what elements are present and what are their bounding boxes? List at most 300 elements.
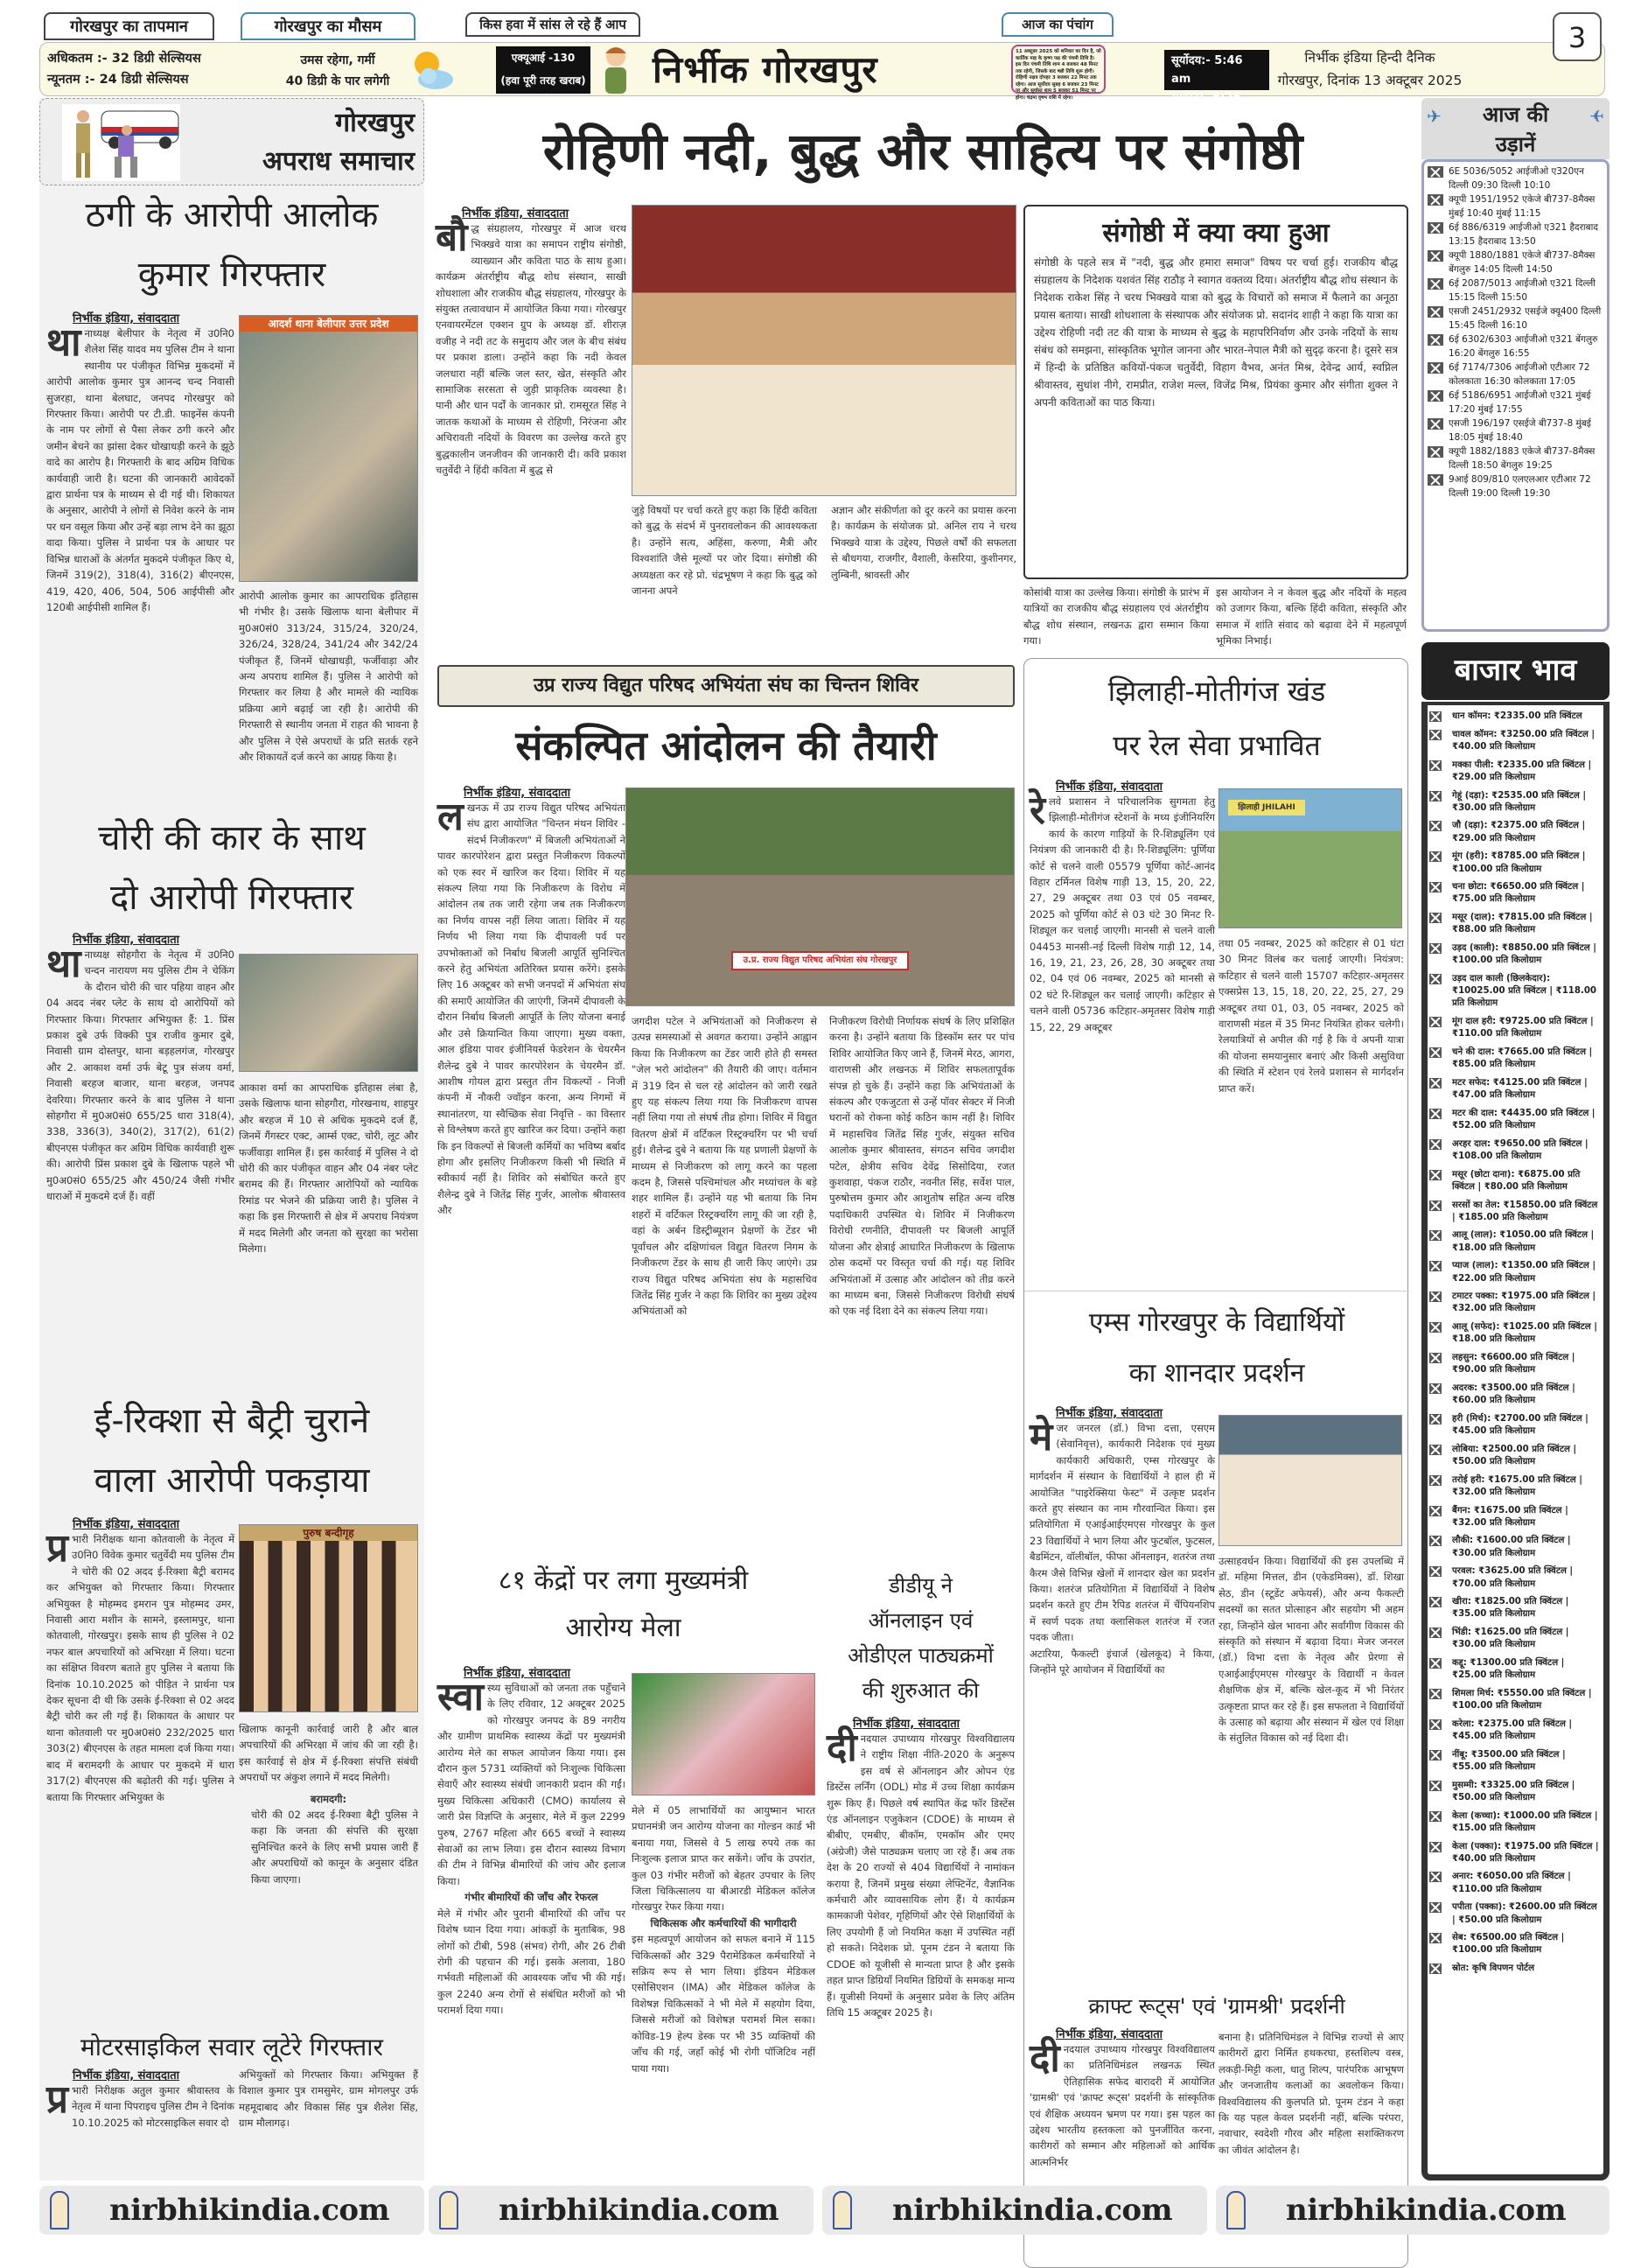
right-stories-box xyxy=(1023,658,1408,2268)
flight-text: 6ई 6302/6303 आईजीओ ए321 बेंगलुरु 16:20 बेंगलुरु 16:55 xyxy=(1449,334,1598,359)
flight-text: 6ई 7174/7306 आईजीओ एटीआर 72 कोलकाता 16:30 कोलकाता 17:05 xyxy=(1449,362,1590,387)
aiims-dropcap: मे xyxy=(1030,1415,1053,1460)
flight-bullet-icon xyxy=(1428,222,1443,234)
health-byline: निर्भीक इंडिया, संवाददाता xyxy=(464,1667,571,1680)
market-rate-item xyxy=(1429,1291,1600,1315)
flight-text: 6ई 886/6319 आईजीओ ए321 हैदराबाद 13:15 हैदराबाद 13:50 xyxy=(1449,222,1598,247)
flight-bullet-icon xyxy=(1428,362,1443,374)
power-body-col2: जगदीश पटेल ने अभियंताओं को निजीकरण से उत्पन्न समस्याओं से अवगत कराया। उन्होंने आह्वान किया कि निजीकरण का टेंडर जारी होते ही समस्त "जेल भरो आंदोलन" की तैयारी की जाए। वर्तमान में 319 दिन से चल रहे आंदोलन को जारी रखते हुए यह संकल्प लिया गया कि निजीकरण वापस नहीं लिया गया तो संघर्ष तीव्र होगा। शिविर में विद्युत वितरण क्षेत्रों में वर्टिकल रिस्ट्रक्चरिंग पर भी चर्चा हुई। शैलेन्द्र दुबे ने बताया कि यह प्रणाली प्रेक्षणों के माध्यम से निजीकरण को लागू करने का पहला कदम है, जिससे पश्चिमांचल और मध्यांचल के बड़े शहर शामिल हैं। उन्होंने यह भी बताया कि निम शहरों में वर्टिकल रिस्ट्रक्चरिंग लागू की जा रही है, वहां के अर्बन डिस्ट्रीब्यूशन प्रेक्षणों के टेंडर भी पूर्वांचल और दक्षिणांचल विद्युत वितरण निगम के निजीकरण टेंडर के साथ ही जारी किए जाएंगे। उप्र राज्य विद्युत परिषद अभियंता संघ के महासचिव जितेंद्र सिंह गुर्जर ने कहा कि शिविर का मुख्य उद्देश्य अभियंताओं को xyxy=(632,1015,817,1318)
flight-item xyxy=(1428,165,1602,192)
market-rates-header: बाजार भाव xyxy=(1421,642,1610,700)
craft-body-col2: बनाना है। प्रतिनिधिमंडल ने विभिन्न राज्यों से आए कारीगरों द्वारा निर्मित हथकरघा, हस्तशिल्प वस्त्र, लकड़ी-मिट्टी कला, धातु शिल्प, पारंपरिक आभूषण और जनजातीय कलाओं का अवलोकन किया। विश्वविद्यालय की कुलपति प्रो. पूनम टंडन ने कहा कि यह पहल केवल प्रदर्शनी नहीं, बल्कि परंपरा, नवाचार, स्वदेशी गौरव और महिला सशक्तिकरण का जीवंत आंदोलन है। xyxy=(1219,2031,1404,2156)
market-rate-text: आलू (सफेद): ₹1025.00 प्रति क्विंटल | ₹18.00 प्रति किलोग्राम xyxy=(1452,1322,1597,1345)
market-rate-text: केला (पक्का): ₹1975.00 प्रति क्विंटल | ₹40.00 प्रति किलोग्राम xyxy=(1452,1841,1599,1864)
flight-bullet-icon xyxy=(1428,166,1443,178)
main-news-area xyxy=(429,98,1417,2180)
market-rate-text: मटर की दाल: ₹4435.00 प्रति क्विंटल | ₹52.00 प्रति किलोग्राम xyxy=(1452,1108,1596,1130)
footer-banner xyxy=(429,2186,814,2235)
market-rate-text: अरहर दाल: ₹9650.00 प्रति क्विंटल | ₹108.00 प्रति किलोग्राम xyxy=(1452,1138,1589,1161)
crime-banner-line-2: अपराध समाचार xyxy=(262,146,415,177)
aiims-headline-line-1: एम्स गोरखपुर के विद्यार्थियों xyxy=(1088,1307,1345,1338)
rate-bullet-icon xyxy=(1429,791,1442,802)
flight-text: एसजी 2451/2932 एसईजे क्यू400 दिल्ली 15:45 दिल्ली 16:10 xyxy=(1449,306,1602,331)
flights-header xyxy=(1421,98,1610,159)
market-rate-text: पपीता (पक्का): ₹2600.00 प्रति क्विंटल | ₹50.00 प्रति किलोग्राम xyxy=(1452,1902,1597,1925)
jail-photo xyxy=(239,1524,418,1712)
seminar-body-col2: जुड़े विषयों पर चर्चा करते हुए कहा कि हिंदी कविता को बुद्ध के संदर्भ में पुनरावलोकन की आवश्यकता है। उन्होंने सत्य, अहिंसा, करुणा, मैत्री और विश्वशांति जैसे मूल्यों पर जोर दिया। संगोष्ठी की अध्यक्षता कर रहे प्रो. चंद्रभूषण ने कहा कि बुद्ध को जानना अपने xyxy=(632,504,817,598)
craft-headline: क्राफ्ट रूट्स' एवं 'ग्रामश्री' प्रदर्शनी xyxy=(1088,1994,1345,2019)
market-rate-text: शिमला मिर्च: ₹5550.00 प्रति क्विंटल | ₹100.00 प्रति किलोग्राम xyxy=(1452,1689,1592,1712)
aiims-headline-line-2: का शानदार प्रदर्शन xyxy=(1128,1358,1305,1389)
market-rate-item xyxy=(1429,760,1600,784)
flight-bullet-icon xyxy=(1428,418,1443,430)
press-logo-icon xyxy=(1226,2191,1246,2230)
story4-headline: मोटरसाइकिल सवार लूटेरे गिरफ्तार xyxy=(80,2033,383,2062)
market-rate-item xyxy=(1429,881,1600,906)
rail-headline-line-2: पर रेल सेवा प्रभावित xyxy=(1113,729,1321,762)
police-illustration-icon xyxy=(62,104,180,181)
rate-bullet-icon xyxy=(1429,1475,1442,1486)
health-headline-line-1: ८१ केंद्रों पर लगा मुख्यमंत्री xyxy=(498,1565,749,1596)
story3-headline-line-2: वाला आरोपी पकड़ाया xyxy=(94,1460,370,1501)
market-rate-item xyxy=(1429,1688,1600,1712)
seminar-extra-col1: कोसांबी यात्रा का उल्लेख किया। संगोष्ठी के प्रारंभ में यात्रियों का राजकीय बौद्ध संग्रहालय एवं अंतर्राष्ट्रीय बौद्ध शोध संस्थान, लखनऊ द्वारा सम्मान किया गया। xyxy=(1023,586,1209,648)
rate-bullet-icon xyxy=(1429,1536,1442,1546)
story3-headline-line-1: ई-रिक्शा से बैट्री चुराने xyxy=(94,1401,370,1441)
market-rate-text: जौ (दड़ा): ₹2375.00 प्रति क्विंटल | ₹29.00 प्रति किलोग्राम xyxy=(1452,821,1586,844)
market-rate-item xyxy=(1429,1382,1600,1407)
footer-banner xyxy=(1216,2186,1610,2235)
rate-bullet-icon xyxy=(1429,851,1442,862)
aiims-body: जर जनरल (डॉ.) विभा दत्ता, एसएम (सेवानिवृत्त), कार्यकारी निदेशक एवं मुख्य कार्यकारी अधिकारी, एम्स गोरखपुर के मार्गदर्शन में संस्थान के विद्यार्थियों ने हाल ही में आयोजित "पाइरेक्सिया फेस्ट" में उत्कृष्ट प्रदर्शन करते हुए संस्थान का नाम गौरवान्वित किया। इस प्रतियोगिता में एआईआईएमएस गोरखपुर के कुल 23 विद्यार्थियों ने भाग लिया और फुटबॉल, फुटसल, बैडमिंटन, वॉलीबॉल, फीफा ऑनलाइन, शतरंज तथा कैरम जैसे विभिन्न खेलों में शानदार खेल का प्रदर्शन किया। शतरंज प्रतियोगिता में विद्यार्थियों ने विशेष प्रदर्शन करते हुए टीम रैपिड शतरंज में चैंपियनशिप में स्वर्ण पदक तथा क्लासिकल शतरंज में रजत पदक जीता। xyxy=(1030,1422,1215,1644)
market-rate-item xyxy=(1429,850,1600,875)
story2-photo xyxy=(239,954,418,1072)
rate-bullet-icon xyxy=(1429,1811,1442,1822)
crime-banner-line-1: गोरखपुर xyxy=(335,108,415,138)
craft-byline: निर्भीक इंडिया, संवाददाता xyxy=(1056,2028,1163,2041)
flight-bullet-icon xyxy=(1428,334,1443,346)
market-rate-item xyxy=(1429,973,1600,1011)
flight-bullet-icon xyxy=(1428,446,1443,458)
market-rate-text: सेब: ₹6500.00 प्रति क्विंटल | ₹100.00 प्रति किलोग्राम xyxy=(1452,1933,1565,1956)
market-rate-item xyxy=(1429,1352,1600,1376)
market-rate-text: प्याज (लाल): ₹1350.00 प्रति क्विंटल | ₹22.00 प्रति किलोग्राम xyxy=(1452,1261,1596,1284)
flights-title-line-2: उड़ानें xyxy=(1495,132,1536,157)
rail-body-col1 xyxy=(1030,778,1215,1284)
rate-bullet-icon xyxy=(1429,1170,1442,1180)
station-sign: झिलाही JHILAHI xyxy=(1228,800,1305,816)
health-body-col2 xyxy=(632,1802,815,2180)
flight-item xyxy=(1428,221,1602,248)
market-rate-item xyxy=(1429,1810,1600,1835)
temp-min: न्यूनतम :- 24 डिग्री सेल्सियस xyxy=(47,73,189,87)
market-rate-text: आलू (लाल): ₹1050.00 प्रति क्विंटल | ₹18.00 प्रति किलोग्राम xyxy=(1452,1230,1595,1253)
health-body: स्थ्य सुविधाओं को जनता तक पहुँचाने के लिए रविवार, 12 अक्टूबर 2025 को गोरखपुर जनपद के 89 नगरीय और ग्रामीण प्राथमिक स्वास्थ्य केंद्रों पर मुख्यमंत्री आरोग्य मेले का सफल आयोजन किया गया। इस दौरान कुल 5731 व्यक्तियों को निःशुल्क चिकित्सा सेवाएँ और स्वास्थ्य संबंधी जानकारी प्रदान की गईं। मुख्य चिकित्सा अधिकारी (CMO) कार्यालय से जारी प्रेस विज्ञप्ति के अनुसार, मेले में कुल 2299 पुरुष, 2767 महिला और 665 बच्चों ने स्वास्थ्य सेवाओं का लाभ लिया। इस दौरान स्वास्थ्य विभाग की टीम ने विभिन्न बीमारियों की जांच और इलाज किया। xyxy=(437,1682,625,1887)
seminar-byline: निर्भीक इंडिया, संवाददाता xyxy=(462,207,569,220)
market-rate-text: अनार: ₹6050.00 प्रति क्विंटल | ₹110.00 प्रति किलोग्राम xyxy=(1452,1872,1571,1894)
rate-bullet-icon xyxy=(1429,1902,1442,1913)
seminar-highlights-title: संगोष्ठी में क्या क्या हुआ xyxy=(1102,218,1330,248)
rate-bullet-icon xyxy=(1429,1292,1442,1302)
masthead-header xyxy=(39,10,1605,122)
market-rate-item xyxy=(1429,1474,1600,1499)
rate-bullet-icon xyxy=(1429,1597,1442,1607)
seminar-extra-col2: इस आयोजन ने न केवल बुद्ध और नदियों के महत्व को उजागर किया, बल्कि हिंदी कविता, संस्कृति और समाज में शांति संवाद को बढ़ावा देने में महत्वपूर्ण भूमिका निभाई। xyxy=(1216,586,1407,648)
market-rate-item xyxy=(1429,1200,1600,1224)
market-rate-item xyxy=(1429,1749,1600,1774)
rail-body-col2: तथा 05 नवम्बर, 2025 को कटिहार से 01 घंटा 30 मिनट विलंब कर चलाई जाएगी। नियंत्रण: कटिहार से चलने वाली 15707 कटिहार-अमृतसर एक्सप्रेस 13, 15, 18, 20, 22, 25, 27, 29 अक्टूबर तथा 01, 03, 05 नवम्बर, 2025 को वाराणसी मंडल में 35 मिनट नियंत्रित होकर चलेगी। रेलयात्रियों से अपील की गई है कि वे अपनी यात्रा की योजना समयानुसार बनाएं और किसी असुविधा की स्थिति में स्टेशन एवं रेलवे प्रशासन से मार्गदर्शन प्राप्त करें। xyxy=(1219,937,1404,1095)
rate-bullet-icon xyxy=(1429,730,1442,740)
market-rate-item xyxy=(1429,1413,1600,1438)
aqi-value: एक्यूआई -130 xyxy=(511,52,576,64)
power-body: खनऊ में उप्र राज्य विद्युत परिषद अभियंता संघ द्वारा आयोजित "चिन्तन मंथन शिविर - संदर्भ निजीकरण" में बिजली अभियंताओं ने पावर कारपोरेशन द्वारा प्रस्तुत निजीकरण विकल्पों को एक स्वर में खारिज कर दिया। शिविर में यह संकल्प लिया गया कि निजीकरण के विरोध में आंदोलन तब तक जारी रहेगा जब तक निजीकरण का निर्णय वापस नहीं लिया जाता। शिविर में यह निर्णय भी लिया गया कि दीपावली पर्व पर उपभोक्ताओं को निर्बाध बिजली आपूर्ति सुनिश्चित करने हेतु अभियंता अतिरिक्त प्रयास करेंगे। इसके लिए 16 अक्टूबर को सभी जनपदों में अभियंता संघ की समाएँ आयोजित की जाएंगी, जिनमें दीपावली के दौरान निर्बाध बिजली आपूर्ति के लिए योजना बनाई और उसे क्रियान्वित किया जाएगा। मुख्य वक्ता, आल इंडिया पावर इंजीनियर्स फेडरेशन के चेयरमैन शैलेन्द्र दुबे ने पावर कारपोरेशन के चेयरमैन डॉ. आशीष गोयल द्वारा प्रस्तुत तीन विकल्पों - निजी कंपनी में नौकरी ज्वॉइन करना, अन्य निगमों में स्थानांतरण, या स्वैच्छिक सेवा निवृत्ति - का विस्तार से विश्लेषण करते हुए खारिज कर दिया। उन्होंने कहा कि इन विकल्पों से बिजली कर्मियों का भविष्य बर्बाद होगा और इसलिए निजीकरण किसी भी स्थिति में स्वीकार्य नहीं है। शिविर को संबोधित करते हुए शैलेन्द्र दुबे ने जितेंद्र सिंह गुर्जर, आलोक श्रीवास्तव और xyxy=(437,802,625,1217)
crime-banner-title xyxy=(262,104,415,181)
market-rate-text: लोबिया: ₹2500.00 प्रति क्विंटल | ₹50.00 प्रति किलोग्राम xyxy=(1452,1444,1577,1466)
rate-bullet-icon xyxy=(1429,1230,1442,1241)
market-rate-item xyxy=(1429,729,1600,753)
main-headline: रोहिणी नदी, बुद्ध और साहित्य पर संगोष्ठी xyxy=(542,122,1303,181)
market-rate-item xyxy=(1429,1901,1600,1926)
ddu-headline-line-4: की शुरुआत की xyxy=(862,1678,980,1703)
flight-item xyxy=(1428,445,1602,472)
market-rate-text: मूंग (हरी): ₹8785.00 प्रति क्विंटल | ₹100.00 प्रति किलोग्राम xyxy=(1452,851,1586,874)
panchang-box: 11 अक्टूबर 2025 को शनिवार का दिन है, जो कार्तिक माह के कृष्ण पक्ष की पंचमी तिथि है। इस दिन पंचमी तिथि शाम 4 बजकर 48 मिनट तक रहेगी, जिसके बाद षष्ठी तिथि शुरू होगी। रोहिणी नक्षत्र दोपहर 3 बजकर 22 मिनट तक रहेगा। आज सूर्योदय सुबह 6 बजकर 23 मिनट पर और सूर्यास्त शाम 5 बजकर 51 मिनट पर होगा। चंद्रमा वृषभ राशि में रहेगा। xyxy=(1011,45,1106,94)
market-rate-item xyxy=(1429,1657,1600,1682)
flight-item xyxy=(1428,277,1602,304)
rate-bullet-icon xyxy=(1429,711,1442,722)
weather-box xyxy=(250,50,425,92)
flight-bullet-icon xyxy=(1428,278,1443,290)
market-rate-text: गेहूं (दड़ा): ₹2535.00 प्रति क्विंटल | ₹30.00 प्रति किलोग्राम xyxy=(1452,790,1587,813)
market-rate-item xyxy=(1429,1780,1600,1804)
market-rate-text: लौकी: ₹1600.00 प्रति क्विंटल | ₹30.00 प्रति किलोग्राम xyxy=(1452,1536,1571,1558)
market-rate-text: बैंगन: ₹1675.00 प्रति क्विंटल | ₹32.00 प्रति किलोग्राम xyxy=(1452,1505,1568,1528)
market-rate-item xyxy=(1429,1016,1600,1040)
flight-item xyxy=(1428,389,1602,416)
story4-body-col2: अभियुक्तों को गिरफ्तार किया। अभियुक्त हैं विशाल कुमार पुत्र रामसुमेर, ग्राम मोगलपुर उर्फ महमूदाबाद और विकास सिंह पुत्र शैलेश सिंह, ग्राम मौलागढ़। xyxy=(239,2068,418,2130)
website-url[interactable]: nirbhikindia.com xyxy=(1286,2193,1567,2228)
flight-text: 9आई 809/810 एलएलआर एटीआर 72 दिल्ली 19:00 दिल्ली 19:30 xyxy=(1449,474,1591,499)
market-rate-text: मसूर (छोटा दाना): ₹6875.00 प्रति क्विंटल | ₹80.00 प्रति किलोग्राम xyxy=(1452,1169,1581,1192)
seminar-stage-photo xyxy=(632,205,1016,496)
market-rate-text: मुसम्मी: ₹3325.00 प्रति क्विंटल | ₹50.00 प्रति किलोग्राम xyxy=(1452,1780,1575,1802)
health-headline xyxy=(429,1558,818,1652)
airplane-icon: ✈ xyxy=(1427,106,1442,127)
story1-headline xyxy=(39,186,424,304)
rate-bullet-icon xyxy=(1429,1414,1442,1424)
market-rate-item xyxy=(1429,1627,1600,1651)
market-rate-item xyxy=(1429,1169,1600,1194)
rate-bullet-icon xyxy=(1429,1047,1442,1058)
footer-banner xyxy=(39,2186,424,2235)
recovery-title: बरामदगी: xyxy=(310,1792,347,1805)
ddu-body xyxy=(827,1715,1015,2179)
sun-cloud-icon xyxy=(408,46,457,92)
market-rate-text: उड़द दाल काली (छिलकेदार): ₹10025.00 प्रति क्विंटल | ₹118.00 प्रति किलोग्राम xyxy=(1452,973,1597,1009)
health-body-2: मेले में गंभीर और पुरानी बीमारियों की जाँच पर विशेष ध्यान दिया गया। आंकड़ों के मुताबिक, 98 लोगों को टीबी, 598 (संभव) रोगी, और 26 टीबी रोगी की पहचान की गई। इसके अलावा, 180 गर्भवती महिलाओं की आवश्यक जाँच भी की गई। कुल 2240 अन्य रोगों से संबंधित मरीजों को भी परामर्श दिया गया। xyxy=(437,1907,625,2017)
ddu-headline-line-3: ओडीएल पाठ्यक्रमों xyxy=(848,1643,994,1668)
market-rate-item xyxy=(1429,1077,1600,1102)
footer-banner xyxy=(822,2186,1207,2235)
ddu-headline-line-2: ऑनलाइन एवं xyxy=(868,1608,974,1633)
power-story-headline: संकल्पित आंदोलन की तैयारी xyxy=(515,722,937,769)
weather-line-2: 40 डिग्री के पार लगेगी xyxy=(285,74,390,88)
rate-bullet-icon xyxy=(1429,1017,1442,1027)
press-logo-icon xyxy=(833,2191,852,2230)
market-rate-item xyxy=(1429,1444,1600,1468)
market-rate-item xyxy=(1429,790,1600,815)
paper-info xyxy=(1274,46,1466,92)
ddu-body-text: नदयाल उपाध्याय गोरखपुर विश्वविद्यालय ने राष्ट्रीय शिक्षा नीति-2020 के अनुरूप इस वर्ष से ऑनलाइन और ओपन एंड डिस्टेंस लर्निंग (ODL) मोड में उच्च शिक्षा कार्यक्रम शुरू किए हैं। पिछले वर्ष स्थापित केंद्र फॉर डिस्टेंस एंड ऑनलाइन एजुकेशन (CDOE) के माध्यम से बीबीए, एमबीए, बीकॉम, एमकॉम और एमए (अंग्रेजी) जैसे पाठ्यक्रम चलाए जा रहे हैं। अब तक देश के 20 राज्यों से 404 विद्यार्थियों ने नामांकन कराया है, जिनमें प्रमुख संख्या लेफ्टिनेंट, वैज्ञानिक कर्मचारी और व्यावसायिक लोग हैं। ये कार्यक्रम कामकाजी पेशेवर, गृहिणियों और ऐसे शिक्षार्थियों के लिए उपयोगी हैं जो नियमित कक्षा में उपस्थित नहीं हो सकते। निदेशक प्रो. पूनम टंडन ने बताया कि CDOE को यूजीसी से मान्यता प्राप्त है और इसके तहत प्राप्त डिग्रियाँ नियमित डिग्रियों के समकक्ष मान्य हैं। यूजीसी नियमों के अनुसार प्रवेश के लिए अंतिम तिथि 15 अक्टूबर 2025 है। xyxy=(827,1732,1015,2019)
market-rate-text: खीरा: ₹1825.00 प्रति क्विंटल | ₹35.00 प्रति किलोग्राम xyxy=(1452,1597,1569,1620)
website-url[interactable]: nirbhikindia.com xyxy=(499,2193,779,2228)
rail-byline: निर्भीक इंडिया, संवाददाता xyxy=(1056,780,1163,794)
flight-bullet-icon xyxy=(1428,250,1443,262)
seminar-highlights-body: संगोष्ठी के पहले सत्र में "नदी, बुद्ध और हमारा समाज" विषय पर चर्चा हुई। राजकीय बौद्ध संग्रहालय के निदेशक यशवंत सिंह राठौड़ ने स्वागत वक्तव्य दिया। अंतर्राष्ट्रीय बौद्ध शोध संस्थान के निदेशक राकेश सिंह ने चरथ भिक्खवे यात्रा को बुद्ध के विचारों को समाज में फैलाने का अनूठा प्रयास बताया। साखी शोधशाला के संस्थापक और संयोजक प्रो. सदानंद शाही ने कहा कि यात्रा का उद्देश्य रोहिणी नदी तट की यात्रा के माध्यम से बुद्ध के महापरिनिर्वाण और उनके नदियों के साथ संबंध को समझना, सांस्कृतिक भूगोल जानना और भारत-नेपाल मैत्री को सुदृढ़ करना है। दूसरे सत्र में हिन्दी के प्रतिष्ठित कवियों-पंकज चतुर्वेदी, विहाग वैभव, अनंत मिश्र, देवेन्द्र आर्य, स्वप्निल श्रीवास्तव, सुधांश नीगे, रामप्रीत, राजेश मल्ल, विजेंद्र मिश्र, प्रियंका कुमार और संगीता शुक्ल ने अपनी कविताओं का पाठ किया। xyxy=(1034,256,1398,409)
temperature-box xyxy=(47,48,235,90)
seminar-body: द्ध संग्रहालय, गोरखपुर में आज चरथ भिक्खवे यात्रा का समापन राष्ट्रीय संगोष्ठी, व्याख्यान और कविता पाठ के साथ हुआ। कार्यक्रम अंतर्राष्ट्रीय बौद्ध शोध संस्थान, साखी शोधशाला और राजकीय बौद्ध संग्रहालय, गोरखपुर के संयुक्त तत्वावधान में आयोजित किया गया। गोरखपुर एनवायरमेंटल एक्शन ग्रुप के अध्यक्ष डॉ. शीराज़ वजीह ने नदी तट के समुदाय और जल के बीच संबंध पर प्रकाश डाला। उन्होंने कहा कि नदी केवल जलधारा नहीं बल्कि जल स्तर, खेत, संस्कृति और सामाजिक सरसता से जुड़ी प्राकृतिक व्यवस्था है। पानी और धान पर्दों के जानकार प्रो. रामसूरत सिंह ने जातक कथाओं के माध्यम से रोहिणी, निरंजना और अचिरावती नदियों के विवरण का उल्लेख करते हुए बुद्धकालीन जनजीवन की जानकारी दी। कवि प्रकाश चतुर्वेदी ने हिंदी कविता में बुद्ध से xyxy=(436,222,626,477)
story2-body-col2: आकाश वर्मा का आपराधिक इतिहास लंबा है, उसके खिलाफ थाना सोहगौरा, गोरखनाथ, शाहपुर और बरहज में 10 से अधिक मुकदमे दर्ज हैं, जिनमें गैंगस्टर एक्ट, आर्म्स एक्ट, चोरी, लूट और फर्जीवाड़ा शामिल हैं। इस कार्रवाई में पुलिस ने दो चोरी की कार पंजीकृत वाहन और 04 नंबर प्लेट बरामद की हैं। गिरफ्तार आरोपियों को न्यायिक रिमांड पर भेजने की प्रक्रिया जारी है। पुलिस ने कहा कि इस गिरफ्तारी से क्षेत्र में अपराध नियंत्रण में मदद मिलेगी और जनता को सुरक्षा का भरोसा मिलेगा। xyxy=(239,1082,418,1256)
aiims-byline: निर्भीक इंडिया, संवाददाता xyxy=(1056,1407,1163,1420)
seminar-body-col1 xyxy=(436,205,626,660)
sun-times-box xyxy=(1164,50,1269,122)
health-subhead: गंभीर बीमारियों की जाँच और रेफरल xyxy=(464,1891,598,1904)
market-rate-text: मसूर (दाल): ₹7815.00 प्रति क्विंटल | ₹88.00 प्रति किलोग्राम xyxy=(1452,913,1593,935)
power-byline: निर्भीक इंडिया, संवाददाता xyxy=(464,787,571,800)
flight-text: क्यूपी 1951/1952 एकेजे बी737-8मैक्स मुंबई 10:40 मुंबई 11:15 xyxy=(1449,194,1596,219)
market-rate-text: मूंग दाल हरी: ₹9725.00 प्रति क्विंटल | ₹110.00 प्रति किलोग्राम xyxy=(1452,1017,1594,1040)
market-rate-text: उड़द (काली): ₹8850.00 प्रति क्विंटल | ₹100.00 प्रति किलोग्राम xyxy=(1452,943,1596,966)
market-rate-item xyxy=(1429,912,1600,936)
temperature-tab: गोरखपुर का तापमान xyxy=(44,12,214,40)
rate-bullet-icon xyxy=(1429,1719,1442,1730)
story4-byline: निर्भीक इंडिया, संवाददाता xyxy=(73,2069,180,2082)
ddu-headline xyxy=(822,1568,1019,1708)
panchang-tab: आज का पंचांग xyxy=(1002,12,1114,37)
market-rate-item xyxy=(1429,1841,1600,1866)
page-number: 3 xyxy=(1553,12,1602,61)
story3-body: भारी निरीक्षक थाना कोतवाली के नेतृत्व में उ0नि0 विवेक कुमार चतुर्वेदी मय पुलिस टीम ने चोरी की 02 अदद ई-रिक्शा बैट्री बरामद कर अभियुक्त को गिरफ्तार किया। गिरफ्तार अभियुक्त है मोहम्मद इमरान पुत्र मोहम्मद उमर, निवासी आरा मशीन के सामने, इस्लामपुर, थाना कोतवाली, गोरखपुर। इसके साथ ही पुलिस ने 02 नफर बाल अपचारियों को अभिरक्षा में लिया। घटना का संक्षिप्त विवरण बताते हुए पुलिस ने बताया कि दिनांक 10.10.2025 को पीड़ित ने प्रार्थना पत्र देकर सूचना दी थी कि उसके ई-रिक्शा से 02 अदद बैट्री चोरी कर ली गई हैं। शिकायत के आधार पर थाना कोतवाली पर मु0अ0सं0 232/2025 धारा 303(2) बीएनएस के तहत मामला दर्ज किया गया। बाद में बरामदगी के आधार पर मुकदमे में धारा 317(2) बीएनएस की बढ़ोतरी की गई। पुलिस ने बताया कि गिरफ्तार अभियुक्त के xyxy=(46,1533,234,1803)
story4-body-col1 xyxy=(46,2067,234,2176)
market-rate-item xyxy=(1429,1046,1600,1071)
seminar-highlights-box xyxy=(1023,205,1408,579)
health-body-3: मेले में 05 लाभार्थियों का आयुष्मान भारत प्रधानमंत्री जन आरोग्य योजना का गोल्डन कार्ड भी बनाया गया, जिससे वे 5 लाख रुपये तक का निःशुल्क इलाज प्राप्त कर सकेंगे। जाँच के उपरांत, कुल 03 गंभीर मरीजों को बेहतर उपचार के लिए जिला चिकित्सालय या बीआरडी मेडिकल कॉलेज गोरखपुर रेफर किया गया। xyxy=(632,1804,815,1914)
seminar-dropcap: बौ xyxy=(436,215,468,260)
crime-banner xyxy=(39,98,424,186)
story3-headline xyxy=(39,1391,424,1510)
aiims-body-3: अटारिया, फैकल्टी इंचार्ज (खेलकूद) ने किया, जिन्होंने पूरे आयोजन में विद्यार्थियों का xyxy=(1030,1647,1215,1676)
flight-bullet-icon xyxy=(1428,306,1443,318)
rate-bullet-icon xyxy=(1429,1964,1442,1974)
rate-bullet-icon xyxy=(1429,1689,1442,1699)
story1-headline-line-2: कुमार गिरफ्तार xyxy=(137,255,326,295)
air-quality-tab: किस हवा में सांस ले रहे हैं आप xyxy=(465,12,640,37)
rate-bullet-icon xyxy=(1429,1872,1442,1882)
right-sidebar xyxy=(1421,98,1610,2180)
market-rate-item xyxy=(1429,1596,1600,1620)
market-rate-item xyxy=(1429,1108,1600,1132)
market-rate-text: करेला: ₹2375.00 प्रति क्विंटल | ₹45.00 प्रति किलोग्राम xyxy=(1452,1718,1573,1742)
flight-bullet-icon xyxy=(1428,474,1443,486)
aqi-status: (हवा पूरी तरह खराब) xyxy=(500,74,586,87)
health-subhead-2: चिकित्सक और कर्मचारियों की भागीदारी xyxy=(650,1916,797,1929)
ddu-headline-line-1: डीडीयू ने xyxy=(889,1573,953,1598)
power-story-kicker: उप्र राज्य विद्युत परिषद अभियंता संघ का चिन्तन शिविर xyxy=(437,665,1015,707)
flight-text: क्यूपी 1882/1883 एकेजे बी737-8मैक्स दिल्ली 18:50 बेंगलुरु 19:25 xyxy=(1449,446,1596,471)
flight-bullet-icon xyxy=(1428,194,1443,206)
flight-item xyxy=(1428,417,1602,444)
market-rate-item xyxy=(1429,1871,1600,1895)
health-body-4: इस महत्वपूर्ण आयोजन को सफल बनाने में 115 चिकित्सकों और 329 पैरामेडिकल कर्मचारियों ने सक्रिय रूप से भाग लिया। इंडियन मेडिकल एसोसिएशन (IMA) और मेडिकल कॉलेज के विशेषज्ञ चिकित्सकों ने भी मेले में सहयोग दिया, जिससे मरीजों को विशेषज्ञ परामर्श मिल सका। कोविड-19 हेल्प डेस्क पर भी 35 व्यक्तियों की जाँच की गई, जहाँ कोई भी रोगी पॉजिटिव नहीं पाया गया। xyxy=(632,1933,815,2075)
market-rate-item xyxy=(1429,1932,1600,1956)
website-url[interactable]: nirbhikindia.com xyxy=(109,2193,390,2228)
market-rate-text: धान कॉमन: ₹2335.00 प्रति क्विंटल xyxy=(1452,711,1582,721)
rate-bullet-icon xyxy=(1429,1200,1442,1211)
story2-headline-line-2: दो आरोपी गिरफ्तार xyxy=(109,878,354,918)
market-rates-list xyxy=(1421,702,1610,2180)
story2-body: नाध्यक्ष सोहगौरा के नेतृत्व में उ0नि0 चन्दन नारायण मय पुलिस टीम ने चेकिंग के दौरान चोरी की चार पहिया वाहन और 04 अदद नंबर प्लेट के साथ दो आरोपियों को गिरफ्तार किया। गिरफ्तार अभियुक्त हैं: 1. प्रिंस प्रकाश दुबे उर्फ विक्की पुत्र राजीव कुमार दुबे, निवासी ग्राम दोस्तपुर, थाना बड़हलगंज, गोरखपुर और 2. आकाश वर्मा उर्फ बेटू पुत्र संजय वर्मा, निवासी बरहज बाजार, थाना बरहज, जनपद देवरिया। गिरफ्तार करने के बाद पुलिस ने थाना सोहगौरा में मु0अ0सं0 655/25 धारा 318(4), 338, 336(3), 340(2), 317(2), 61(2) बीएनएस पंजीकृत कर अग्रिम विधिक कार्यवाही शुरू की। आरोपी प्रिंस प्रकाश दुबे के खिलाफ पहले भी मु0अ0सं0 655/25 और 450/24 जैसी गंभीर धाराओं में मुकदमे दर्ज हैं। वहीं xyxy=(46,948,234,1203)
flight-text: 6ई 2087/5013 आईजीओ ए321 दिल्ली 15:15 दिल्ली 15:50 xyxy=(1449,278,1596,303)
story3-body-2: खिलाफ कानूनी कार्रवाई जारी है और बाल अपचारियों की अभिरक्षा में जांच की जा रही है। इस कार्रवाई से क्षेत्र में ई-रिक्शा संपत्ति संबंधी अपराधों पर अंकुश लगाने में मदद मिलेगी। xyxy=(239,1723,418,1784)
aqi-box xyxy=(496,46,590,94)
flight-bullet-icon xyxy=(1428,390,1443,402)
recovery-item: चोरी की 02 अदद ई-रिक्शा बैट्री पुलिस ने कहा कि जनता की संपत्ति की सुरक्षा सुनिश्चित करने के लिए सभी प्रयास जारी हैं और अपराधियों को कानून के अनुसार दंडित किया जाएगा। xyxy=(251,1809,418,1886)
market-rate-text: हरी (मिर्च): ₹2700.00 प्रति क्विंटल | ₹45.00 प्रति किलोग्राम xyxy=(1452,1413,1589,1437)
story3-dropcap: प्र xyxy=(46,1526,69,1571)
rate-bullet-icon xyxy=(1429,1445,1442,1455)
flight-item xyxy=(1428,333,1602,360)
rate-bullet-icon xyxy=(1429,1139,1442,1150)
rate-bullet-icon xyxy=(1429,882,1442,892)
market-rate-text: स्रोत: कृषि विपणन पोर्टल xyxy=(1452,1964,1535,1974)
story2-headline xyxy=(39,808,424,928)
market-rate-item xyxy=(1429,1505,1600,1530)
rate-bullet-icon xyxy=(1429,1750,1442,1760)
coughing-child-icon xyxy=(597,43,635,95)
sunset-time: सूर्यास्त:- 6:26 pm xyxy=(1171,91,1241,122)
story1-headline-line-1: ठगी के आरोपी आलोक xyxy=(85,195,379,235)
power-body-col1 xyxy=(437,784,625,1659)
dateline: गोरखपुर, दिनांक 13 अक्टूबर 2025 xyxy=(1277,73,1463,88)
rail-headline xyxy=(1024,664,1409,773)
ddu-byline: निर्भीक इंडिया, संवाददाता xyxy=(853,1718,960,1731)
rate-bullet-icon xyxy=(1429,1842,1442,1852)
newspaper-masthead: निर्भीक गोरखपुर xyxy=(653,48,878,91)
flight-text: एसजी 196/197 एसईजे बी737-8 मुंबई 18:05 मुंबई 18:40 xyxy=(1449,418,1591,443)
flight-item xyxy=(1428,305,1602,332)
market-rate-text: चना छोटा: ₹6650.00 प्रति क्विंटल | ₹75.00 प्रति किलोग्राम xyxy=(1452,882,1585,905)
story2-headline-line-1: चोरी की कार के साथ xyxy=(98,818,366,858)
market-rate-item xyxy=(1429,1535,1600,1559)
market-rate-item xyxy=(1429,1963,1600,1975)
aiims-body-col1 xyxy=(1030,1404,1215,1947)
rate-bullet-icon xyxy=(1429,1933,1442,1943)
story1-body-col2: आरोपी आलोक कुमार का आपराधिक इतिहास भी गंभीर है। उसके खिलाफ थाना बेलीपार में मु0अ0सं0 313/24, 315/24, 320/24, 326/24, 328/24, 341/24 और 342/24 पंजीकृत हैं, जिनमें धोखाधड़ी, फर्जीवाड़ा और अन्य अपराध शामिल हैं। पुलिस ने आरोपी को गिरफ्तार कर लिया है और मामले की न्यायिक प्रक्रिया आगे बढ़ाई जा रही है। आरोपी की गिरफ्तारी से स्थानीय जनता में राहत की भावना है और पुलिस ने ऐसे अपराधों के प्रति सतर्क रहने और शिकायतें दर्ज करने का आग्रह किया है। xyxy=(239,590,418,764)
flight-item xyxy=(1428,361,1602,388)
health-dropcap: स्वा xyxy=(437,1675,484,1719)
flight-item xyxy=(1428,249,1602,276)
flight-item xyxy=(1428,473,1602,500)
story1-body: नाध्यक्ष बेलीपार के नेतृत्व में उ0नि0 शैलेश सिंह यादव मय पुलिस टीम ने थाना स्थानीय पर पंजीकृत विभिन्न मुकदमों में आरोपी आलोक कुमार पुत्र आनन्द चन्द निवासी सुजरहा, थाना बेलघाट, जनपद गोरखपुर को गिरफ्तार किया। आरोपी पर टी.डी. फाइनेंस कंपनी के नाम पर लोगों से पैसा लेकर ठगी करने और जमीन बेचने का झांसा देकर धोखाधड़ी करने के झूठे वादे का आरोप है। गिरफ्तारी के बाद अग्रिम विधिक कार्यवाही जारी है। घटना की जानकारी आवेदकों द्वारा प्रार्थना पत्र के माध्यम से दी गई थी। शिकायत के अनुसार, आरोपी ने लोगों से निवेश करने के नाम पर धन वसूल किया और उन्हें बड़ा लाभ देने का झूठा वादा किया। पुलिस ने प्रार्थना पत्र के आधार पर विभिन्न धाराओं के अंतर्गत मुकदमे पंजीकृत किए थे, जिनमें 319(2), 318(4), 316(2) बीएनएस, 419, 420, 406, 504, 506 आईपीसी और 120बी आईपीसी शामिल हैं। xyxy=(46,327,234,613)
flight-text: क्यूपी 1880/1881 एकेजे बी737-8मैक्स बेंगलुरु 14:05 दिल्ली 14:50 xyxy=(1449,250,1596,275)
ddu-dropcap: दी xyxy=(827,1726,857,1770)
rate-bullet-icon xyxy=(1429,1261,1442,1271)
market-rate-item xyxy=(1429,1565,1600,1590)
market-rate-text: परवल: ₹3625.00 प्रति क्विंटल | ₹70.00 प्रति किलोग्राम xyxy=(1452,1566,1574,1589)
rate-bullet-icon xyxy=(1429,821,1442,831)
market-rate-item xyxy=(1429,1229,1600,1254)
story2-byline: निर्भीक इंडिया, संवाददाता xyxy=(73,934,180,947)
rate-bullet-icon xyxy=(1429,1658,1442,1669)
flights-title-line-1: आज की xyxy=(1482,102,1549,127)
temp-max: अधिकतम :- 32 डिग्री सेल्सियस xyxy=(47,52,201,66)
market-rate-text: चने की दाल: ₹7665.00 प्रति क्विंटल | ₹85.00 प्रति किलोग्राम xyxy=(1452,1046,1593,1070)
story2-dropcap: था xyxy=(46,942,81,986)
website-url[interactable]: nirbhikindia.com xyxy=(892,2193,1173,2228)
market-rate-text: केला (कच्चा): ₹1000.00 प्रति क्विंटल | ₹15.00 प्रति किलोग्राम xyxy=(1452,1810,1598,1833)
rate-bullet-icon xyxy=(1429,1566,1442,1577)
market-rate-text: कद्दू: ₹1300.00 प्रति क्विंटल | ₹25.00 प्रति किलोग्राम xyxy=(1452,1658,1565,1681)
market-rate-text: नींबू: ₹3500.00 प्रति क्विंटल | ₹55.00 प्रति किलोग्राम xyxy=(1452,1749,1566,1773)
rail-body: लवे प्रशासन ने परिचालनिक सुगमता हेतु झिलाही-मोतीगंज स्टेशनों के मध्य इंजीनियरिंग कार्य के कारण गाड़ियों के रि-शिड्यूलिंग एवं नियंत्रण की जानकारी दी है। रि-शिड्यूलिंग: पूर्णिया कोर्ट से चलने वाली 05579 पूर्णिया कोर्ट-आनंद विहार टर्मिनल विशेष गाड़ी 13, 15, 20, 22, 27, 29 अक्टूबर तथा 03 एवं 05 नवम्बर, 2025 को पूर्णिया कोर्ट से 03 घंटे 30 मिनट रि-शिड्यूल कर चलाई जाएगी। मानसी से चलने वाली 04453 मानसी-नई दिल्ली विशेष गाड़ी 12, 14, 16, 19, 21, 23, 26, 28, 30 अक्टूबर तथा 02, 04 एवं 06 नवम्बर, 2025 को मानसी से 02 घंटे रि-शिड्यूल कर चलाई जाएगी। कटिहार से चलने वाली 05736 कटिहार-अमृतसर विशेष गाड़ी 15, 22, 29 अक्टूबर xyxy=(1030,795,1215,1033)
market-rate-text: मक्का पीली: ₹2335.00 प्रति क्विंटल | ₹29.00 प्रति किलोग्राम xyxy=(1452,760,1592,782)
crime-news-column xyxy=(39,98,424,2180)
railway-station-photo xyxy=(1219,788,1402,928)
press-logo-icon xyxy=(50,2191,69,2230)
rate-bullet-icon xyxy=(1429,1781,1442,1791)
market-rate-item xyxy=(1429,710,1600,723)
craft-body: नदयाल उपाध्याय गोरखपुर विश्वविद्यालय का प्रतिनिधिमंडल लखनऊ स्थित ऐतिहासिक सफेद बारादरी में आयोजित 'ग्रामश्री' एवं 'क्राफ्ट रूट्स' प्रदर्शनी के सांस्कृतिक एवं शैक्षिक अध्ययन भ्रमण पर गया। इस पहल का उद्देश्य भारतीय हस्तकला को पुनर्जीवित करना, कारीगरों को सम्मान और महिलाओं को आर्थिक आत्मनिर्भर xyxy=(1030,2043,1215,2168)
seminar-body-col3: अज्ञान और संकीर्णता को दूर करने का प्रयास करना है। कार्यक्रम के संयोजक प्रो. अनिल राय ने चरथ भिक्खवे यात्रा के उद्देश्य, पिछले वर्षों की सफलता से बौधगया, राजगीर, वैशाली, केसरिया, कुशीनगर, लुम्बिनी, श्रावस्ती और xyxy=(831,504,1016,581)
market-rate-item xyxy=(1429,942,1600,967)
aiims-body-col2: उत्साहवर्धन किया। विद्यार्थियों की इस उपलब्धि में डॉ. महिमा मित्तल, डीन (एकेडमिक्स), डॉ. शिखा सेठ, डीन (स्टूडेंट अफेयर्स), और अन्य फैकल्टी सदस्यों का सतत प्रोत्साहन और सहयोग भी अहम रहा, जिन्होंने खेल भावना और सर्वांगीण विकास की संस्कृति को संस्थान में बढ़ावा दिया। मेजर जनरल (डॉ.) विभा दत्ता के नेतृत्व और प्रेरणा से एआईआईएमएस गोरखपुर के विद्यार्थी न केवल शैक्षणिक क्षेत्र में, बल्कि खेल-कूद में भी निरंतर उत्कृष्टता प्राप्त कर रहे हैं। इस सफलता ने विद्यार्थियों के उत्साह को बढ़ाया और संस्थान में खेल एवं शिक्षा के संतुलित विकास को नई दिशा दी। xyxy=(1219,1555,1404,1745)
market-rate-text: तरोई हरी: ₹1675.00 प्रति क्विंटल | ₹32.00 प्रति किलोग्राम xyxy=(1452,1474,1582,1497)
weather-tab: गोरखपुर का मौसम xyxy=(241,12,415,40)
rate-bullet-icon xyxy=(1429,1506,1442,1516)
rate-bullet-icon xyxy=(1429,760,1442,771)
rate-bullet-icon xyxy=(1429,1078,1442,1088)
power-body-col3: निजीकरण विरोधी निर्णायक संघर्ष के लिए प्रशिक्षित करना है। उन्होंने बताया कि डिस्कॉम स्तर पर पांच शिविर आयोजित किए जाने हैं, जिनमें मेरठ, आगरा, वाराणसी और लखनऊ में शिविर सफलतापूर्वक संपन्न हो चुके हैं। उन्होंने कहा कि अभियंताओं के संकल्प और एकजुटता से उन्हें पॉवर सेक्टर में निजी घरानों को रोकना कोई कठिन काम नहीं है। शिविर में महासचिव जितेंद्र सिंह गुर्जर, संयुक्त सचिव आलोक कुमार श्रीवास्तव, संगठन सचिव जगदीश पटेल, क्षेत्रीय सचिव देवेंद्र सिसोदिया, रजत कुशवाहा, पंकज राठौर, नवनीत सिंह, सर्वेश पाल, पुरुषोत्तम कुमार और आशुतोष सहित अन्य वरिष्ठ पदाधिकारी उपस्थित थे। शिविर में निजीकरण विरोधी रणनीति, दीपावली पर बिजली आपूर्ति योजना और क्षेत्राई आधारित निजीकरण के खिलाफ ठोस कदमों पर विस्तृत चर्चा की गई। यह शिविर अभियंताओं में उत्साह और आंदोलन को तीव्र करने का माध्यम बना, जिससे निजीकरण विरोधी संघर्ष को एक नई दिशा देने का संकल्प लिया गया। xyxy=(829,1015,1016,1318)
rate-bullet-icon xyxy=(1429,1322,1442,1333)
story4-dropcap: प्र xyxy=(46,2077,69,2122)
aiims-students-photo xyxy=(1219,1415,1402,1546)
story3-byline: निर्भीक इंडिया, संवाददाता xyxy=(73,1518,180,1531)
rate-bullet-icon xyxy=(1429,1109,1442,1119)
flights-list xyxy=(1421,159,1610,632)
rate-bullet-icon xyxy=(1429,913,1442,923)
rate-bullet-icon xyxy=(1429,1383,1442,1394)
aiims-headline xyxy=(1024,1298,1409,1399)
rate-bullet-icon xyxy=(1429,1628,1442,1638)
market-rate-item xyxy=(1429,1321,1600,1346)
market-rate-item xyxy=(1429,1138,1600,1163)
press-logo-icon xyxy=(439,2191,458,2230)
craft-dropcap: दी xyxy=(1030,2036,1060,2081)
rail-headline-line-1: झिलाही-मोतीगंज खंड xyxy=(1107,675,1326,708)
market-rate-text: चावल कॉमन: ₹3250.00 प्रति क्विंटल | ₹40.00 प्रति किलोग्राम xyxy=(1452,729,1596,752)
paper-name: निर्भीक इंडिया हिन्दी दैनिक xyxy=(1304,50,1435,66)
rate-bullet-icon xyxy=(1429,974,1442,984)
story4-body: भारी निरीक्षक अतुल कुमार श्रीवास्तव के नेतृत्व में थाना पिपराइच पुलिस टीम ने दिनांक 10.10.2025 को मोटरसाइकिल सवार दो xyxy=(72,2084,234,2129)
flight-item xyxy=(1428,193,1602,220)
market-rate-item xyxy=(1429,1260,1600,1284)
market-rate-text: अदरक: ₹3500.00 प्रति क्विंटल | ₹60.00 प्रति किलोग्राम xyxy=(1452,1382,1575,1406)
weather-line-1: उमस रहेगा, गर्मी xyxy=(300,53,375,67)
rate-bullet-icon xyxy=(1429,1353,1442,1363)
engineers-banner: उ.प्र. राज्य विद्युत परिषद अभियंता संघ गोरखपुर xyxy=(731,951,909,970)
flight-text: 6ई 5186/6951 आईजीओ ए321 मुंबई 17:20 मुंबई 17:55 xyxy=(1449,390,1591,415)
market-rate-item xyxy=(1429,820,1600,844)
